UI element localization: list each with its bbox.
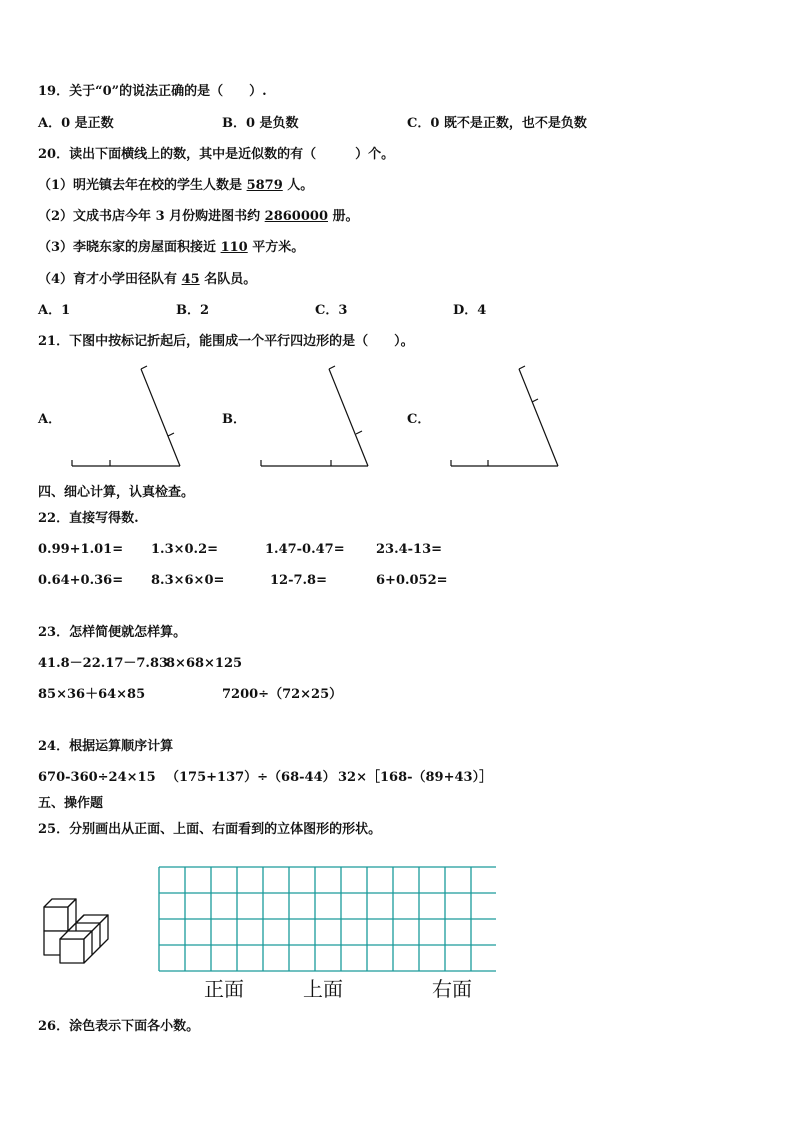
q22-expr: 23.4-13= bbox=[376, 542, 443, 557]
q20-item-2-number: 2860000 bbox=[264, 209, 328, 224]
q20-item-4-number: 45 bbox=[181, 272, 200, 287]
q21-label-a: A． bbox=[38, 412, 62, 427]
q25-stem: 25．分别画出从正面、上面、右面看到的立体图形的形状。 bbox=[38, 822, 382, 837]
q20-item-3-text: （3）李晓东家的房屋面积接近 bbox=[38, 240, 221, 255]
q19-option-c: C．0 既不是正数，也不是负数 bbox=[407, 116, 587, 131]
q20-item-1-unit: 人。 bbox=[282, 178, 314, 193]
q22-expr: 0.99+1.01= bbox=[38, 542, 124, 557]
q19-stem: 19．关于“0”的说法正确的是（ ）. bbox=[38, 84, 267, 99]
q22-expr: 12-7.8= bbox=[270, 573, 327, 588]
q24-expr: （175+137）÷（68-44） bbox=[166, 770, 336, 785]
q21-figure-c bbox=[440, 362, 570, 472]
q20-item-3-unit: 平方米。 bbox=[247, 240, 305, 255]
q22-expr: 0.64+0.36= bbox=[38, 573, 124, 588]
q26-stem: 26．涂色表示下面各小数。 bbox=[38, 1019, 200, 1034]
q25-cube-stack-figure bbox=[38, 893, 114, 975]
q21-stem: 21．下图中按标记折起后，能围成一个平行四边形的是（ ）。 bbox=[38, 334, 414, 349]
q24-expr: 32×［168-（89+43）］ bbox=[338, 770, 493, 785]
q23-expr: 8×68×125 bbox=[166, 656, 243, 671]
q20-item-3 bbox=[38, 240, 304, 256]
q20-item-1-number: 5879 bbox=[246, 178, 283, 193]
q24-expr: 670-360÷24×15 bbox=[38, 770, 156, 785]
q22-expr: 8.3×6×0= bbox=[151, 573, 225, 588]
q20-option-b: B．2 bbox=[176, 303, 210, 318]
q19-option-a: A．0 是正数 bbox=[38, 116, 114, 131]
q23-expr: 41.8－22.17－7.83 bbox=[38, 656, 169, 671]
q20-item-3-number: 110 bbox=[220, 240, 248, 255]
q20-item-2-text: （2）文成书店今年 3 月份购进图书约 bbox=[38, 209, 265, 224]
q24-stem: 24．根据运算顺序计算 bbox=[38, 739, 174, 754]
q20-option-a: A．1 bbox=[38, 303, 71, 318]
q23-expr: 7200÷（72×25） bbox=[222, 687, 343, 702]
q22-expr: 6+0.052= bbox=[376, 573, 448, 588]
section-4-heading: 四、细心计算，认真检查。 bbox=[38, 485, 195, 500]
q21-label-c: C． bbox=[407, 412, 431, 427]
q20-item-4 bbox=[38, 272, 256, 288]
q22-expr: 1.3×0.2= bbox=[151, 542, 219, 557]
q21-label-b: B． bbox=[222, 412, 246, 427]
q25-view-label-top: 上面 bbox=[303, 977, 343, 1001]
q22-stem: 22．直接写得数. bbox=[38, 511, 139, 526]
q21-figure-a bbox=[60, 362, 190, 472]
q20-item-4-text: （4）育才小学田径队有 bbox=[38, 272, 182, 287]
q20-item-2-unit: 册。 bbox=[328, 209, 359, 224]
q20-option-d: D．4 bbox=[453, 303, 487, 318]
q19-option-b: B．0 是负数 bbox=[222, 116, 299, 131]
q25-drawing-grid bbox=[158, 866, 496, 974]
q20-stem: 20．读出下面横线上的数，其中是近似数的有（ ）个。 bbox=[38, 147, 395, 162]
section-5-heading: 五、操作题 bbox=[38, 796, 104, 811]
q20-item-2 bbox=[38, 209, 359, 225]
q20-item-1 bbox=[38, 178, 313, 194]
q21-figure-b bbox=[250, 362, 380, 472]
q25-view-label-right: 右面 bbox=[432, 977, 472, 1001]
q20-option-c: C．3 bbox=[315, 303, 348, 318]
q23-expr: 85×36＋64×85 bbox=[38, 687, 146, 702]
q20-item-4-unit: 名队员。 bbox=[199, 272, 257, 287]
q22-expr: 1.47-0.47= bbox=[265, 542, 345, 557]
q20-item-1-text: （1）明光镇去年在校的学生人数是 bbox=[38, 178, 247, 193]
q23-stem: 23．怎样简便就怎样算。 bbox=[38, 625, 187, 640]
q25-view-label-front: 正面 bbox=[204, 977, 244, 1001]
